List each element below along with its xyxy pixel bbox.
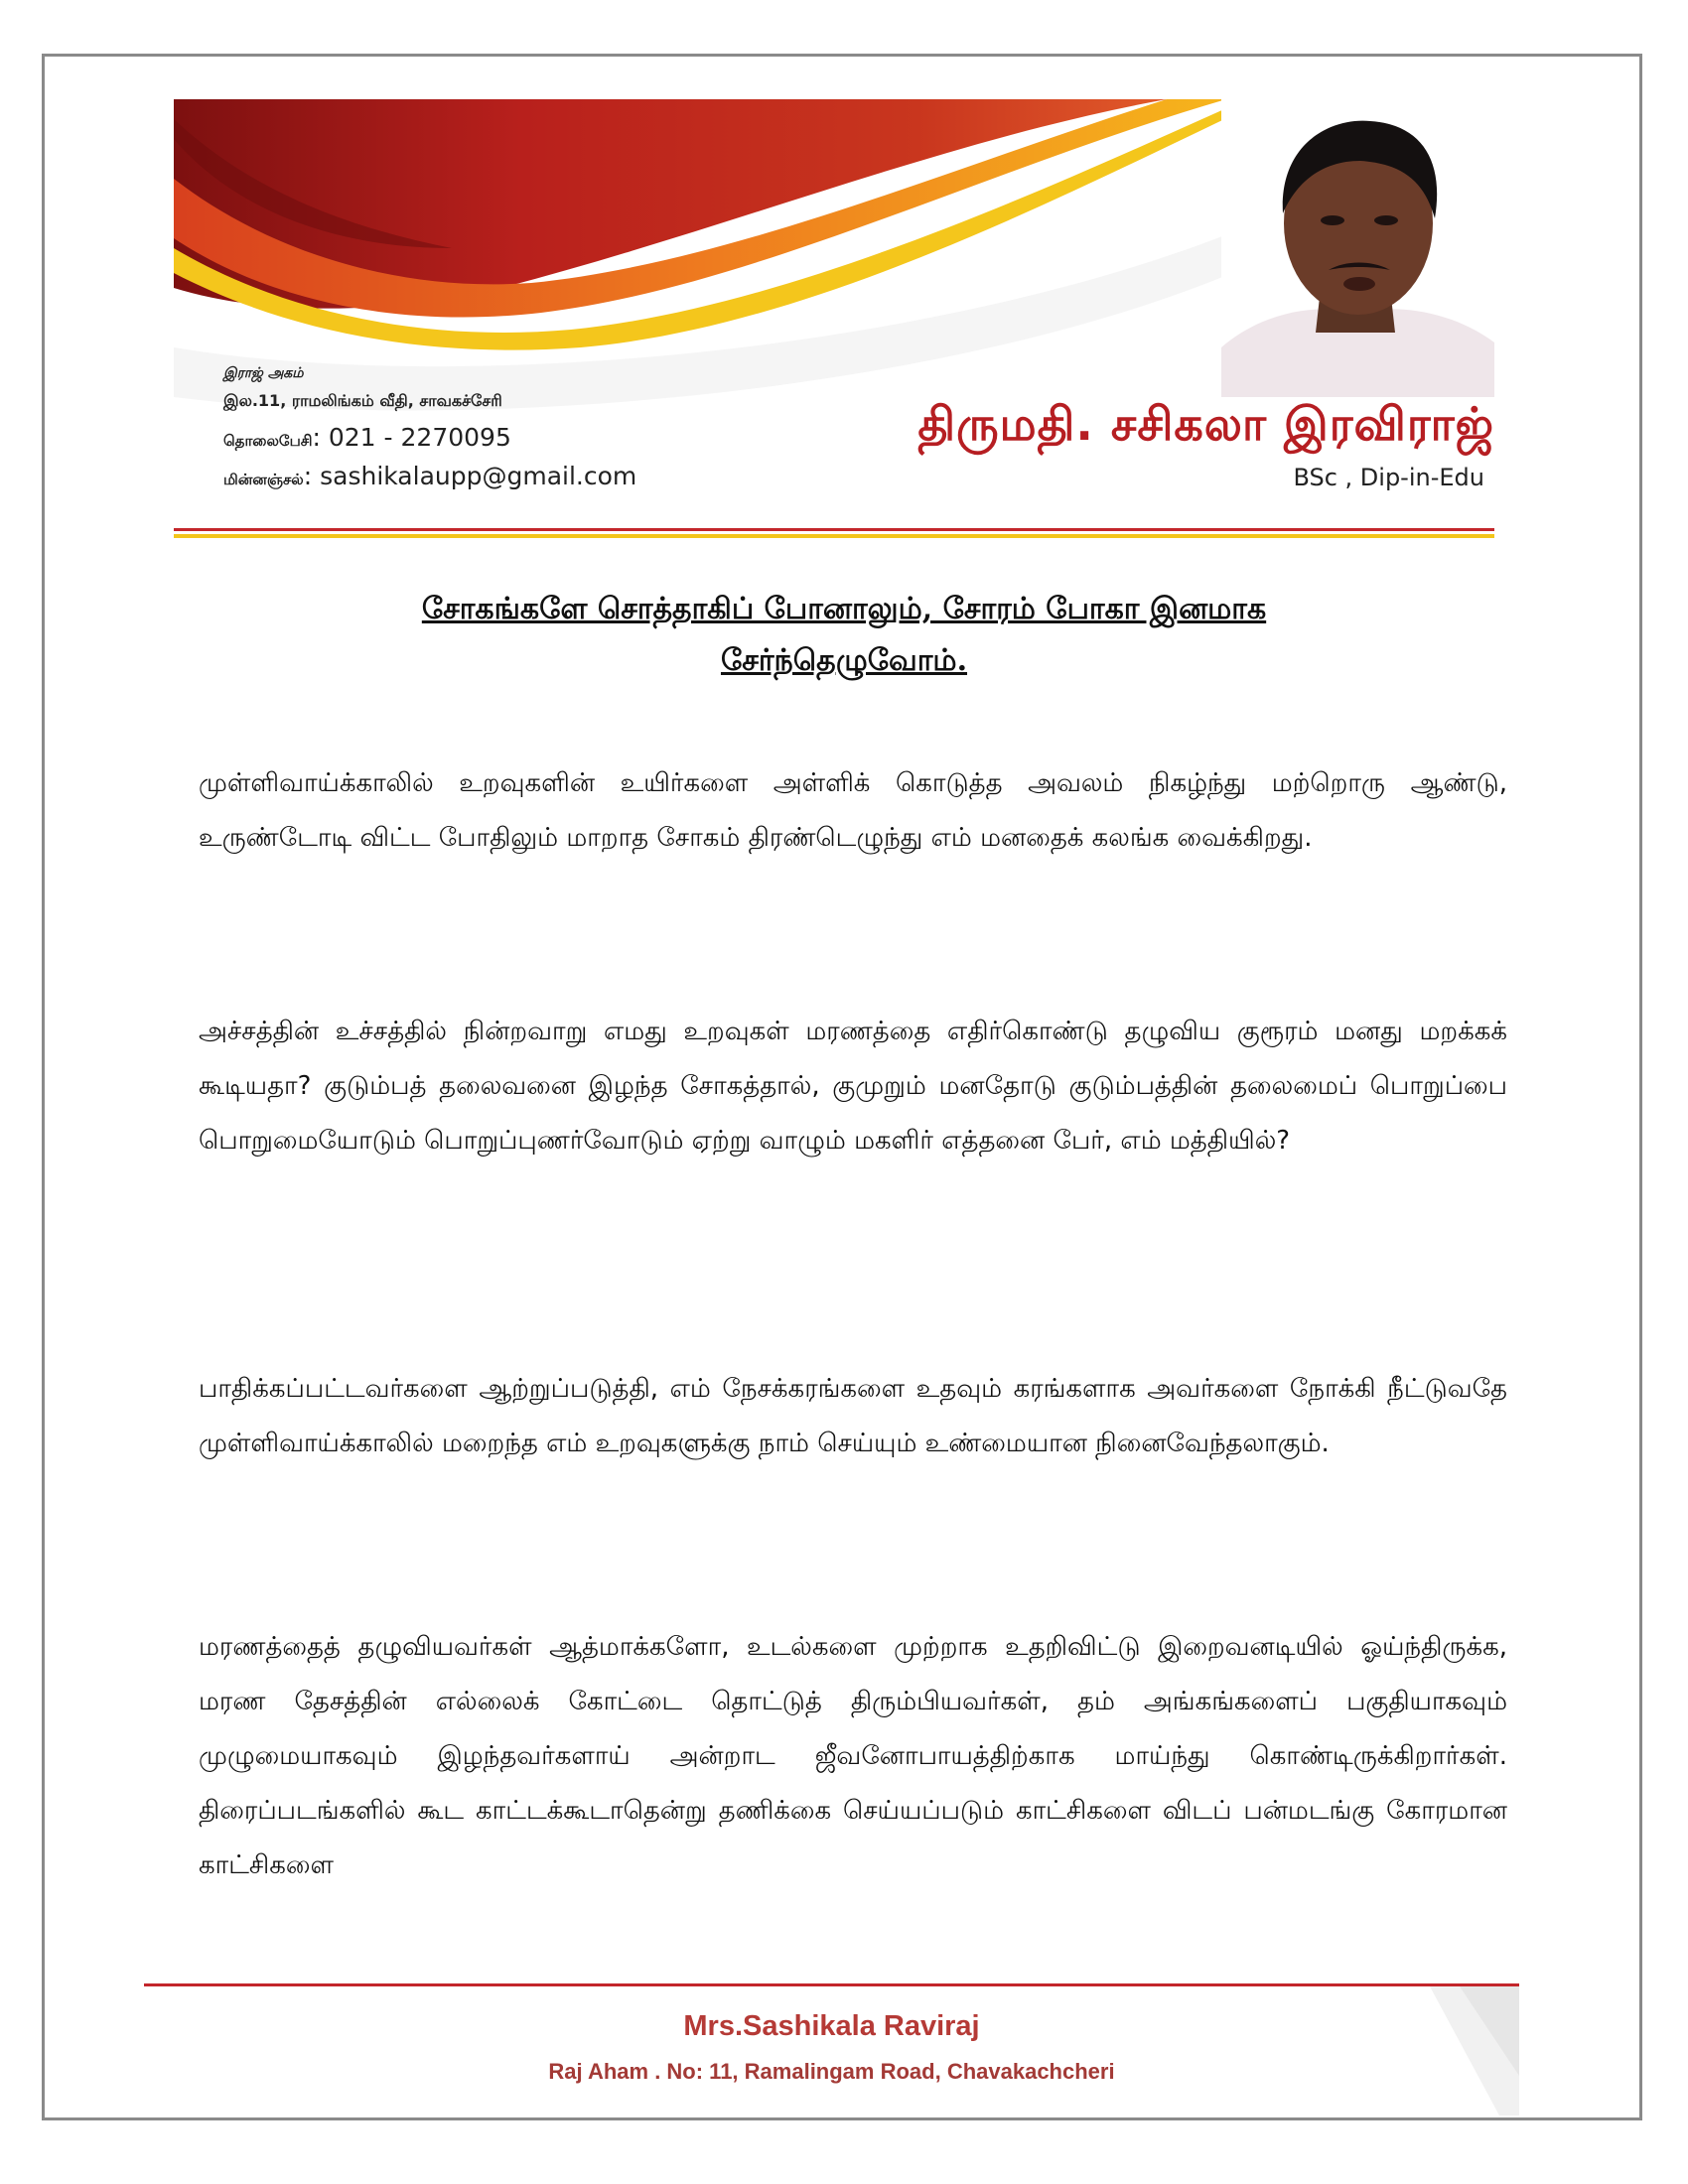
profile-photo bbox=[1221, 99, 1494, 397]
article-title-line-1: சோகங்களே சொத்தாகிப் போனாலும், சோரம் போகா இனமாக bbox=[421, 592, 1267, 626]
email-row: மின்னஞ்சல்: sashikalaupp@gmail.com bbox=[223, 462, 637, 490]
article-paragraph-3: பாதிக்கப்பட்டவர்களை ஆற்றுப்படுத்தி, எம் நேசக்கரங்களை உதவும் கரங்களாக அவர்களை நோக்கி நீட்டுவதே முள்ளிவாய்க்காலில் மறைந்த எம் உறவுகளுக்கு நாம் செய்யும் உண்மையான நினைவேந்தலாகும். bbox=[199, 1374, 1507, 1458]
letterhead-qualifications: BSc , Dip-in-Edu bbox=[1293, 464, 1484, 491]
footer-name: Mrs.Sashikala Raviraj bbox=[683, 2010, 980, 2042]
article-paragraph-4: மரணத்தைத் தழுவியவர்கள் ஆத்மாக்களோ, உடல்களை முற்றாக உதறிவிட்டு இறைவனடியில் ஓய்ந்திருக்க, மரண தேசத்தின் எல்லைக் கோட்டை தொட்டுத் திரும்பியவர்கள், தம் அங்கங்களைப் பகுதியாகவும் முழுமையாகவும் இழந்தவர்களாய் அன்றாட ஜீவனோபாயத்திற்காக மாய்ந்து கொண்டிருக்கிறார்கள். திரைப்படங்களில் கூட காட்டக்கூடாதென்று தணிக்கை செய்யப்படும் காட்சிகளை விடப் பன்மடங்கு கோரமான காட்சிகளை bbox=[199, 1632, 1507, 1880]
address-line-1: இராஜ் அகம் bbox=[223, 365, 304, 381]
footer-address: Raj Aham . No: 11, Ramalingam Road, Chavakachcheri bbox=[548, 2059, 1115, 2084]
phone-row: தொலைபேசி: 021 - 2270095 bbox=[223, 423, 511, 452]
letterhead-divider bbox=[174, 528, 1494, 538]
address-line-2: இல.11, ராமலிங்கம் வீதி, சாவகச்சேரி bbox=[223, 391, 502, 410]
article-title-line-2: சேர்ந்தெழுவோம். bbox=[720, 643, 968, 678]
letterhead-name-tamil: திருமதி. சசிகலா இரவிராஜ் bbox=[917, 397, 1494, 451]
email-address: sashikalaupp@gmail.com bbox=[320, 462, 637, 490]
phone-number: 021 - 2270095 bbox=[328, 423, 511, 452]
article-title bbox=[199, 584, 1489, 687]
email-label: மின்னஞ்சல் bbox=[223, 471, 304, 488]
footer-divider bbox=[144, 1983, 1519, 1986]
letterhead-address-block bbox=[223, 365, 779, 497]
footer-corner-graphic bbox=[1390, 1986, 1519, 2116]
article-paragraph-1: முள்ளிவாய்க்காலில் உறவுகளின் உயிர்களை அள்ளிக் கொடுத்த அவலம் நிகழ்ந்து மற்றொரு ஆண்டு, உருண்டோடி விட்ட போதிலும் மாறாத சோகம் திரண்டெழுந்து எம் மனதைக் கலங்க வைக்கிறது. bbox=[199, 768, 1507, 853]
article-paragraph-2: அச்சத்தின் உச்சத்தில் நின்றவாறு எமது உறவுகள் மரணத்தை எதிர்கொண்டு தழுவிய குரூரம் மனது மறக்கக் கூடியதா? குடும்பத் தலைவனை இழந்த சோகத்தால், குமுறும் மனதோடு குடும்பத்தின் தலைமைப் பொறுப்பை பொறுமையோடும் பொறுப்புணர்வோடும் ஏற்று வாழும் மகளிர் எத்தனை பேர், எம் மத்தியில்? bbox=[199, 1017, 1507, 1156]
phone-label: தொலைபேசி bbox=[223, 432, 313, 450]
